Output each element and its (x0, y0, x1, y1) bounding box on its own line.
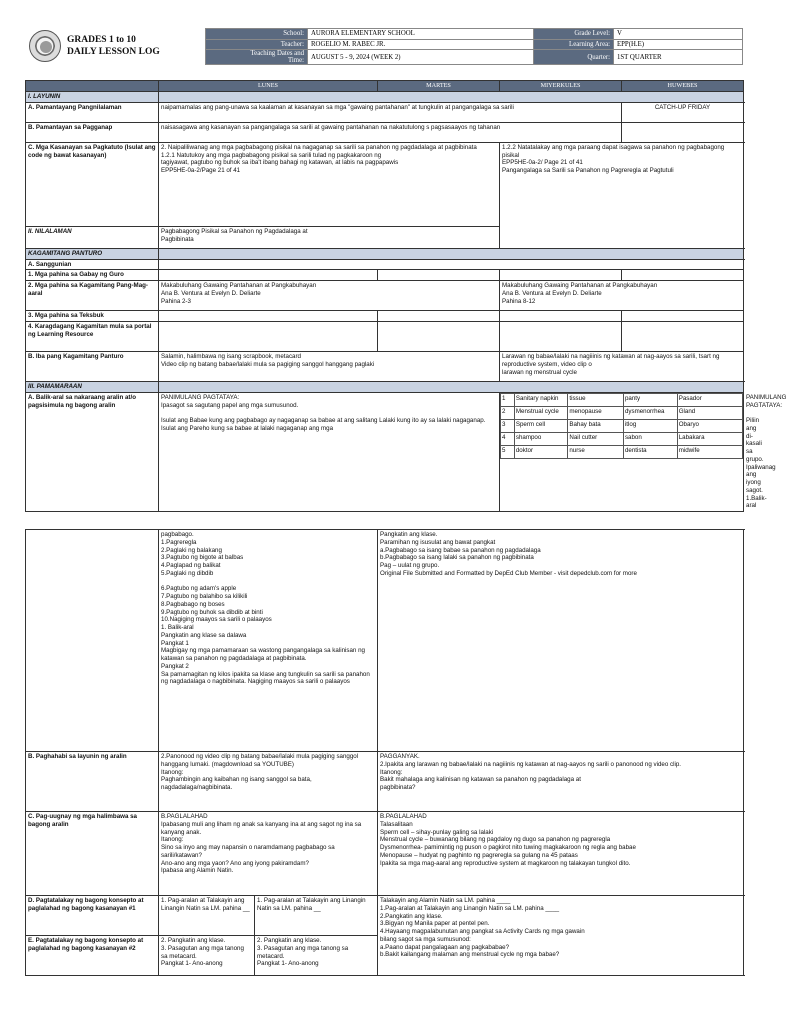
kagamitang-mag-aaral-monday: Makabuluhang Gawaing Pantahanan at Pangkabuhayan Ana B. Ventura at Evelyn D. Deliarte Pahina 2-3 (159, 281, 500, 311)
row-label-sanggunian: A. Sanggunian (26, 259, 159, 270)
word-table-row (501, 393, 743, 406)
pagtatalakay-1-tuesday: 1. Pag-aralan at Talakayin ang Linangin Natin sa LM. pahina __ (255, 896, 378, 936)
kasanayan-wednesday: 1.2.2 Natatalakay ang mga paraang dapat isagawa sa panahon ng pagbabagong pisikal EPP5HE-0a-2/ Page 21 of 41 Pangangalaga sa Sarili sa Panahon ng Pagreregla at Pagtutuli (500, 142, 744, 248)
word-table-cell: shampoo (514, 432, 568, 445)
word-table-cell: dentista (623, 445, 677, 458)
lesson-log-page-2 (25, 526, 743, 978)
section-layunin: I. LAYUNIN (26, 92, 159, 103)
word-table-cell: doktor (514, 445, 568, 458)
row-label-learning-resource: 4. Karagdagang Kagamitan mula sa portal ng Learning Resource (26, 322, 159, 352)
paghahabi-wednesday: PAGGANYAK. 2.Ipakita ang larawan ng babae/lalaki na nagiiinis ng katawan at nag-aayos ng sarili o panonood ng video clip. Itanong: Bakit mahalaga ang kalinisan ng katawan sa panahon ng pagdadalaga at pagbibinata? (378, 752, 744, 812)
school-label: School: (206, 29, 308, 40)
row-label-iba-pang-kagamitan: B. Iba pang Kagamitang Panturo (26, 352, 159, 382)
row-label-pamantayang-pangnilalaman: A. Pamantayang Pangnilalaman (26, 102, 159, 122)
balik-aral-monday-cont: pagbabago. 1.Pagreregla 2.Paglaki ng balakang 3.Pagtubo ng bigote at balbas 4.Paglapad ng balikat 5.Paglaki ng dibdib 6.Pagtubo ng adam's apple 7.Pagtubo ng balahibo sa kilikili 8.Pagbabago ng boses 9.Pagtubo ng buhok sa dibdib at binti 10.Nagiging maayos sa sarili o palaayos 1. Balik-aral Pangkatin ang klase sa dalawa Pangkat 1 Magbigay ng mga pamamaraan sa wastong pangangalaga sa kalinisan ng katawan sa panahon ng pagdadalaga at pagbibinata. Pangkat 2 Sa pamamagitan ng kilos ipakita sa klase ang tungkulin sa sarili sa panahon ng nagdadalaga o nagbibinata. Nagiging maayos sa sarili o palaayos (159, 530, 378, 752)
day-huwebes: HUWEBES (622, 81, 744, 92)
word-table-cell: sabon (623, 432, 677, 445)
word-table-cell: itlog (623, 419, 677, 432)
word-table-cell: Pasador (677, 393, 742, 406)
pagtatalakay-1-monday: 1. Pag-aralan at Talakayin ang Linangin Natin sa LM. pahina __ (159, 896, 255, 936)
row-label-pagtatalakay-2: E. Pagtatalakay ng bagong konsepto at paglalahad ng bagong kasanayan #2 (26, 936, 159, 976)
pagtatalakay-wednesday: Talakayin ang Alamin Natin sa LM. pahina ____ 1.Pag-aralan at Talakayin ang Linangin Natin sa LM. pahina ____ 2.Pangkatin ang klase. 3.Bigyan ng Manila paper at pentel pen. 4.Hayaang magpalabunutan ang pangkat sa Activity Cards ng mga gawain bilang sagot sa mga sumusunod: a.Paano dapat pangalagaan ang pagkababae? b.Bakit kailangang malaman ang menstrual cycle ng mga babae? (378, 896, 744, 976)
word-table-cell (500, 392, 744, 511)
word-table-row (501, 432, 743, 445)
deped-seal-icon (29, 30, 61, 62)
word-table-cell: Labakara (677, 432, 742, 445)
section-nilalaman: II. NILALAMAN (26, 226, 159, 248)
section-kagamitan: KAGAMITANG PANTURO (26, 248, 159, 259)
word-table (500, 393, 743, 459)
row-label-kagamitang-mag-aaral: 2. Mga pahina sa Kagamitang Pang-Mag-aaral (26, 281, 159, 311)
word-table-cell: midwife (677, 445, 742, 458)
nilalaman-text: Pagbabagong Pisikal sa Panahon ng Pagdadalaga at Pagbibinata (159, 226, 500, 248)
word-table-row (501, 419, 743, 432)
pagtatalakay-2-tuesday: 2. Pangkatin ang klase. 3. Pasagutan ang mga tanong sa metacard. Pangkat 1- Ano-anong (255, 936, 378, 976)
word-table-row (501, 445, 743, 458)
catch-up-friday: CATCH-UP FRIDAY (622, 102, 744, 122)
info-table (205, 28, 743, 65)
word-table-number: 2 (501, 406, 515, 419)
word-table-cell: Obaryo (677, 419, 742, 432)
paghahabi-monday: 2.Panonood ng video clip ng batang babae/lalaki mula pagiging sanggol hanggang lumaki. (magdownload sa YOUTUBE) Itanong: Paghambingin ang kaibahan ng isang sanggol sa bata, nagdadalaga/nagbibinata. (159, 752, 378, 812)
word-table-number: 3 (501, 419, 515, 432)
teacher-label: Teacher: (206, 39, 308, 50)
grade-label: Grade Level: (534, 29, 614, 40)
row-label-balik-aral: A. Balik-aral sa nakaraang aralin at/o pagsisimula ng bagong aralin (26, 392, 159, 511)
word-table-number: 5 (501, 445, 515, 458)
word-table-cell: panty (623, 393, 677, 406)
word-table-row (501, 406, 743, 419)
kagamitang-mag-aaral-wednesday: Makabuluhang Gawaing Pantahanan at Pangkabuhayan Ana B. Ventura at Evelyn D. Deliarte Pahina 8-12 (500, 281, 744, 311)
row-label-gabay-guro: 1. Mga pahina sa Gabay ng Guro (26, 270, 159, 281)
word-table-cell: tissue (568, 393, 624, 406)
pag-uugnay-monday: B.PAGLALAHAD Ipabasang muli ang liham ng anak sa kanyang ina at ang sagot ng ina sa kanyang anak. Itanong: Sino sa inyo ang may napansin o naramdamang pagbabago sa sarili/katawan? Ano-ano ang mga yaon? Ano ang iyong pakiramdam? Ipabasa ang Alamin Natin. (159, 812, 378, 896)
lesson-table-1: LUNES MARTES MIYERKULES HUWEBES BIYERNES I. LAYUNIN A. Pamantayang Pangnilalaman naipamamalas ang pang-unawa sa kaalaman at kasanayan sa mga "gawaing pantahanan" at tungkulin at pangangalaga sa sarili CATCH-UP FRIDAY B. Pamantayan sa Pagganap naisasagawa ang kasanayan sa pangangalaga sa sarili at gawaing pantahanan na nakatutulong s pagsasaayos ng tahanan C. Mga Kasanayan sa Pagkatuto (Isulat ang code ng bawat kasanayan) 2. Naipaliliwanag ang mga pagbabagong pisikal na nagaganap sa sarili sa panahon ng pagdadalaga at pagbibinata 1.2.1 Natutukoy ang mga pagbabagong pisikal sa sarili tulad ng pagkakaroon ng tagiyawat, pagtubo ng buhok sa iba't ibang bahagi ng katawan, at labis na pagpapawis EPP5HE-0a-2/Page 21 of 41 1.2.2 Natatalakay ang mga paraang dapat isagawa sa panahon ng pagbabagong pisikal EPP5HE-0a-2/ Page 21 of 41 Pangangalaga sa Sarili sa Panahon ng Pagreregla at Pagtutuli II. NILALAMAN Pagbabagong Pisikal sa Panahon ng Pagdadalaga at Pagbibinata KAGAMITANG PANTURO A. Sanggunian 1. Mga pahina sa Gabay ng Guro 2. Mga pahina sa Kagamitang Pang-Mag-aaral Makabuluhang Gawaing Pantahanan at Pangkabuhayan Ana B. Ventura at Evelyn D. Deliarte Pahina 2-3 Makabuluhang Gawaing Pantahanan at Pangkabuhayan Ana B. Ventura at Evelyn D. Deliarte Pahina 8-12 3. Mga pahina sa Teksbuk 4. Karagdagang Kagamitan mula sa portal ng Learning Resource B. Iba pang Kagamitang Panturo Salamin, halimbawa ng isang scrapbook, metacard Video clip ng batang babae/lalaki mula sa pagiging sanggol hanggang paglaki Larawan ng babae/lalaki na nagiiinis ng katawan at nag-aayos sa sarili, tsart ng reproductive system, video clip o larawan ng menstrual cycle III. PAMAMARAAN A. Balik-aral sa nakaraang aralin at/o pagsisimula ng bagong aralin PANIMULANG PAGTATAYA: Ipasagot sa sagutang papel ang mga sumusunod. Isulat ang Babae kung ang pagbabago ay nagaganap sa babae at ang salitang Lalaki kung ito ay sa lalaki nagaganap. Isulat ang Pareho kung sa babae at lalaki nagaganap ang mga 1 Sanitary napkin tissue panty Pasador 2 Menstrual cycle menopause dysmenorrhea Gland 3 Sperm cell Bahay bata itlog Obaryo 4 shampoo Nail cutter sabon Labakara 5 doktor nurse dentista midwife PANIMULANG PAGTATAYA: Piliin ang di-kasali sa grupo. Ipaliwanag ang iyong sagot. 1.Balik-aral (25, 80, 744, 512)
pag-uugnay-wednesday: B.PAGLALAHAD Talasalitaan Sperm cell – sihay-punlay galing sa lalaki Menstrual cycle – buwanang bilang ng pagdaloy ng dugo sa panahon ng pagreregla Dysmenorrhea- pamimintig ng puson o pagkirot nito tuwing magkakaroon ng regla ang babae Menopause – hudyat ng paghinto ng pagreregla sa gulang na 45 pataas Ipakita sa mga mag-aaral ang reproductive system at magkaroon ng talakayan tungkol dito. (378, 812, 744, 896)
word-table-cell: Sperm cell (514, 419, 568, 432)
school-value: AURORA ELEMENTARY SCHOOL (308, 29, 534, 40)
day-miyerkules: MIYERKULES (500, 81, 622, 92)
word-table-cell: Bahay bata (568, 419, 624, 432)
title-grades: GRADES 1 to 10 (67, 35, 136, 45)
pagtatalakay-2-monday: 2. Pangkatin ang klase. 3. Pasagutan ang mga tanong sa metacard. Pangkat 1- Ano-anong (159, 936, 255, 976)
row-label-pag-uugnay: C. Pag-uugnay ng mga halimbawa sa bagong aralin (26, 812, 159, 896)
iba-pang-kagamitan-wednesday: Larawan ng babae/lalaki na nagiiinis ng katawan at nag-aayos sa sarili, tsart ng reproductive system, video clip o larawan ng menstrual cycle (500, 352, 744, 382)
pamantayang-pangnilalaman-text: naipamamalas ang pang-unawa sa kaalaman at kasanayan sa mga "gawaing pantahanan" at tungkulin at pangangalaga sa sarili (159, 102, 622, 122)
area-value: EPP(H.E) (614, 39, 743, 50)
lesson-table-2 (25, 529, 744, 976)
grade-value: V (614, 29, 743, 40)
quarter-value: 1ST QUARTER (614, 50, 743, 65)
word-table-cell: dysmenorrhea (623, 406, 677, 419)
iba-pang-kagamitan-monday: Salamin, halimbawa ng isang scrapbook, metacard Video clip ng batang babae/lalaki mula sa pagiging sanggol hanggang paglaki (159, 352, 500, 382)
row-label-kasanayan: C. Mga Kasanayan sa Pagkatuto (Isulat ang code ng bawat kasanayan) (26, 142, 159, 226)
day-header-row: LUNES MARTES MIYERKULES HUWEBES BIYERNES (26, 81, 744, 92)
dates-label: Teaching Dates and Time: (206, 50, 308, 65)
pamantayan-pagganap-text: naisasagawa ang kasanayan sa pangangalaga sa sarili at gawaing pantahanan na nakatutulong s pagsasaayos ng tahanan (159, 122, 622, 142)
row-label-pamantayan-pagganap: B. Pamantayan sa Pagganap (26, 122, 159, 142)
row-label-teksbuk: 3. Mga pahina sa Teksbuk (26, 311, 159, 322)
section-pamamaraan: III. PAMAMARAAN (26, 382, 159, 393)
word-table-cell: Menstrual cycle (514, 406, 568, 419)
title-dll: DAILY LESSON LOG (67, 47, 160, 57)
header (25, 26, 743, 71)
lesson-log-page-1 (25, 24, 786, 510)
word-table-cell: menopause (568, 406, 624, 419)
kasanayan-monday: 2. Naipaliliwanag ang mga pagbabagong pisikal na nagaganap sa sarili sa panahon ng pagdadalaga at pagbibinata 1.2.1 Natutukoy ang mga pagbabagong pisikal sa sarili tulad ng pagkakaroon ng tagiyawat, pagtubo ng buhok sa iba't ibang bahagi ng katawan, at labis na pagpapawis EPP5HE-0a-2/Page 21 of 41 (159, 142, 500, 226)
balik-aral-monday: PANIMULANG PAGTATAYA: Ipasagot sa sagutang papel ang mga sumusunod. Isulat ang Babae kung ang pagbabago ay nagaganap sa babae at ang salitang Lalaki kung ito ay sa lalaki nagaganap. Isulat ang Pareho kung sa babae at lalaki nagaganap ang mga (159, 392, 500, 511)
area-label: Learning Area: (534, 39, 614, 50)
day-martes: MARTES (378, 81, 500, 92)
row-label-pagtatalakay-1: D. Pagtatalakay ng bagong konsepto at paglalahad ng bagong kasanayan #1 (26, 896, 159, 936)
word-table-number: 1 (501, 393, 515, 406)
teacher-value: ROGELIO M. RABEC JR. (308, 39, 534, 50)
day-lunes: LUNES (159, 81, 378, 92)
row-label-paghahabi: B. Paghahabi sa layunin ng aralin (26, 752, 159, 812)
dates-value: AUGUST 5 - 9, 2024 (WEEK 2) (308, 50, 534, 65)
quarter-label: Quarter: (534, 50, 614, 65)
word-table-cell: Nail cutter (568, 432, 624, 445)
word-table-cell: Sanitary napkin (514, 393, 568, 406)
balik-aral-wednesday-cont: Pangkatin ang klase. Paramihan ng isusulat ang bawat pangkat a.Pagbabago sa isang babae sa panahon ng pagdadalaga b.Pagbabago sa isang lalaki sa panahon ng pagbibinata Pag – uulat ng grupo. Original File Submitted and Formatted by DepEd Club Member - visit depedclub.com for more (378, 530, 744, 752)
word-table-cell: Gland (677, 406, 742, 419)
word-table-cell: nurse (568, 445, 624, 458)
word-table-number: 4 (501, 432, 515, 445)
